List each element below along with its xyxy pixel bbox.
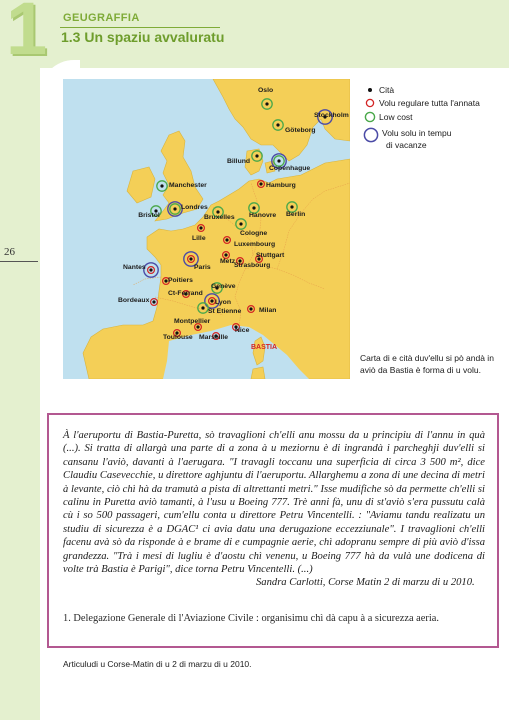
europe-map — [63, 79, 350, 379]
city-label-bristol: Bristol — [138, 212, 160, 219]
marker-city-lille — [199, 226, 202, 229]
city-label-milan: Milan — [259, 307, 277, 314]
header-rule — [60, 27, 220, 28]
city-label-montpellier: Montpellier — [174, 318, 211, 325]
marker-city-bordeaux — [152, 300, 155, 303]
side-band — [0, 0, 40, 720]
city-label-nice: Nice — [235, 327, 250, 334]
page-number-rule — [0, 261, 38, 262]
page-number: 26 — [4, 246, 15, 258]
marker-city-copenhague — [277, 159, 280, 162]
marker-city-hanovre — [252, 206, 255, 209]
city-label-toulouse: Toulouse — [163, 334, 193, 341]
marker-city-nantes — [149, 268, 152, 271]
sardinia — [251, 367, 265, 379]
subject-title: GEUGRAFFIA — [63, 12, 140, 24]
article-body: À l'aeruportu di Bastia-Puretta, sò travaglioni ch'elli anu mossu da u principiu di l'annu in quà (...). Si tratta di allargà una parte di a zona à u meziornu è di ingrandà i parcheghji duv'elli si cansanu l'aviò, davanti à l'aerugara. "I travagli toccanu una superficia di circa 3 500 m², dice Claudiu Casevecchie, u direttore aghjuntu di l'aeruportu. Allarghemu a zona di une decina di metri à levante, ciò chì hà da tramutà a pista di altrettanti metri." Isse mudifiche sò da permette ch'elli si calinu in Puretta aviò tamanti, à l'usu u Boeing 777. Trè anni fà, unu di st'aviò s'era pussutu calà cù i so 500 passageri, cum'ellu conta u direttore Petru Vincentelli. : "Aviamu tandu realizatu un studiu di sicurezza è a DGAC¹ ci avia datu una derugazione eccezziunale". I travaglioni ch'elli facenu avà sò da risponde à e brame di e cumpagnie aerie, chì adopranu sempre di più aviò d'issa grandezza. "Trà i mesi di lugliu è d'aostu chì venenu, u Boeing 777 hà da vulà une dodicena di volte trà Bastia è Parigi", dice torna Petru Vincentelli. (...) — [63, 430, 485, 576]
legend-label: Volu regulare tutta l'annata — [379, 98, 480, 108]
city-label-bruxelles: Bruxelles — [204, 214, 235, 221]
city-label-copenhague: Copenhague — [269, 165, 311, 172]
city-label-ct-ferrand: Ct-Ferrand — [168, 290, 203, 297]
marker-city-manchester — [160, 184, 163, 187]
marker-city-metz — [224, 253, 227, 256]
city-label-nantes: Nantes — [123, 264, 146, 271]
legend-label: Cità — [379, 85, 395, 95]
section-title: 1.3 Un spaziu avvaluratu — [61, 29, 225, 45]
marker-city-goteborg — [276, 123, 279, 126]
city-dot-icon — [365, 85, 375, 95]
marker-city-lyon — [210, 299, 213, 302]
city-label-paris: Paris — [194, 264, 211, 271]
green-circle-icon — [364, 111, 376, 123]
city-label-metz: Metz — [220, 258, 236, 265]
article-box — [47, 413, 499, 648]
marker-city-hamburg — [259, 182, 262, 185]
city-label-cologne: Cologne — [240, 230, 268, 237]
marker-city-cologne — [239, 222, 242, 225]
city-label-stuttgart: Stuttgart — [256, 252, 285, 259]
city-label-strasbourg: Strasbourg — [234, 262, 271, 269]
city-label-hamburg: Hamburg — [266, 182, 296, 189]
city-label-geneve: Genève — [211, 283, 236, 290]
city-label-st-etienne: St Etienne — [208, 308, 242, 315]
marker-city-berlin — [290, 205, 293, 208]
city-label-oslo: Oslo — [258, 87, 274, 94]
marker-city-billund — [255, 154, 258, 157]
city-label-hanovre: Hanovre — [249, 212, 277, 219]
city-label-londres: Londres — [181, 204, 208, 211]
city-label-poitiers: Poitiers — [168, 277, 193, 284]
map-caption: Carta di e cità duv'ellu si pò andà in aviò da Bastia è forma di u volu. — [360, 353, 494, 375]
map-canvas — [63, 79, 350, 379]
marker-city-luxembourg — [225, 238, 228, 241]
city-label-berlin: Berlin — [286, 211, 306, 218]
legend-label: Volu solu in tempu — [382, 128, 452, 138]
city-label-bastia: BASTIA — [251, 344, 278, 351]
blue-circle-icon — [363, 127, 379, 143]
legend-label: Low cost — [379, 112, 413, 122]
chapter-number: 1 — [6, 0, 48, 70]
city-label-lille: Lille — [192, 235, 206, 242]
legend-label-continued: di vacanze — [386, 140, 427, 150]
marker-city-paris — [189, 257, 192, 260]
article-signature: Sandra Carlotti, Corse Matin 2 di marzu di u 2010. — [256, 577, 475, 588]
marker-city-montpellier — [196, 325, 199, 328]
city-label-bordeaux: Bordeaux — [118, 297, 150, 304]
city-label-billund: Billund — [227, 158, 251, 165]
marker-city-st-etienne — [201, 306, 204, 309]
marker-city-oslo — [265, 102, 268, 105]
city-label-stockholm: Stockholm — [314, 112, 349, 119]
city-label-lyon: Lyon — [215, 299, 231, 306]
city-label-marseille: Marseille — [199, 334, 229, 341]
city-label-goteborg: Göteborg — [285, 127, 316, 134]
city-label-luxembourg: Luxembourg — [234, 241, 276, 248]
marker-city-milan — [249, 307, 252, 310]
city-label-manchester: Manchester — [169, 182, 207, 189]
source-note: Articuludi u Corse-Matin di u 2 di marzu di u 2010. — [63, 659, 252, 669]
red-circle-icon — [365, 98, 375, 108]
article-footnote: 1. Delegazione Generale di l'Aviazione Civile : organisimu chì dà capu à a sicurezza aeria. — [63, 613, 439, 624]
marker-city-londres — [173, 207, 176, 210]
